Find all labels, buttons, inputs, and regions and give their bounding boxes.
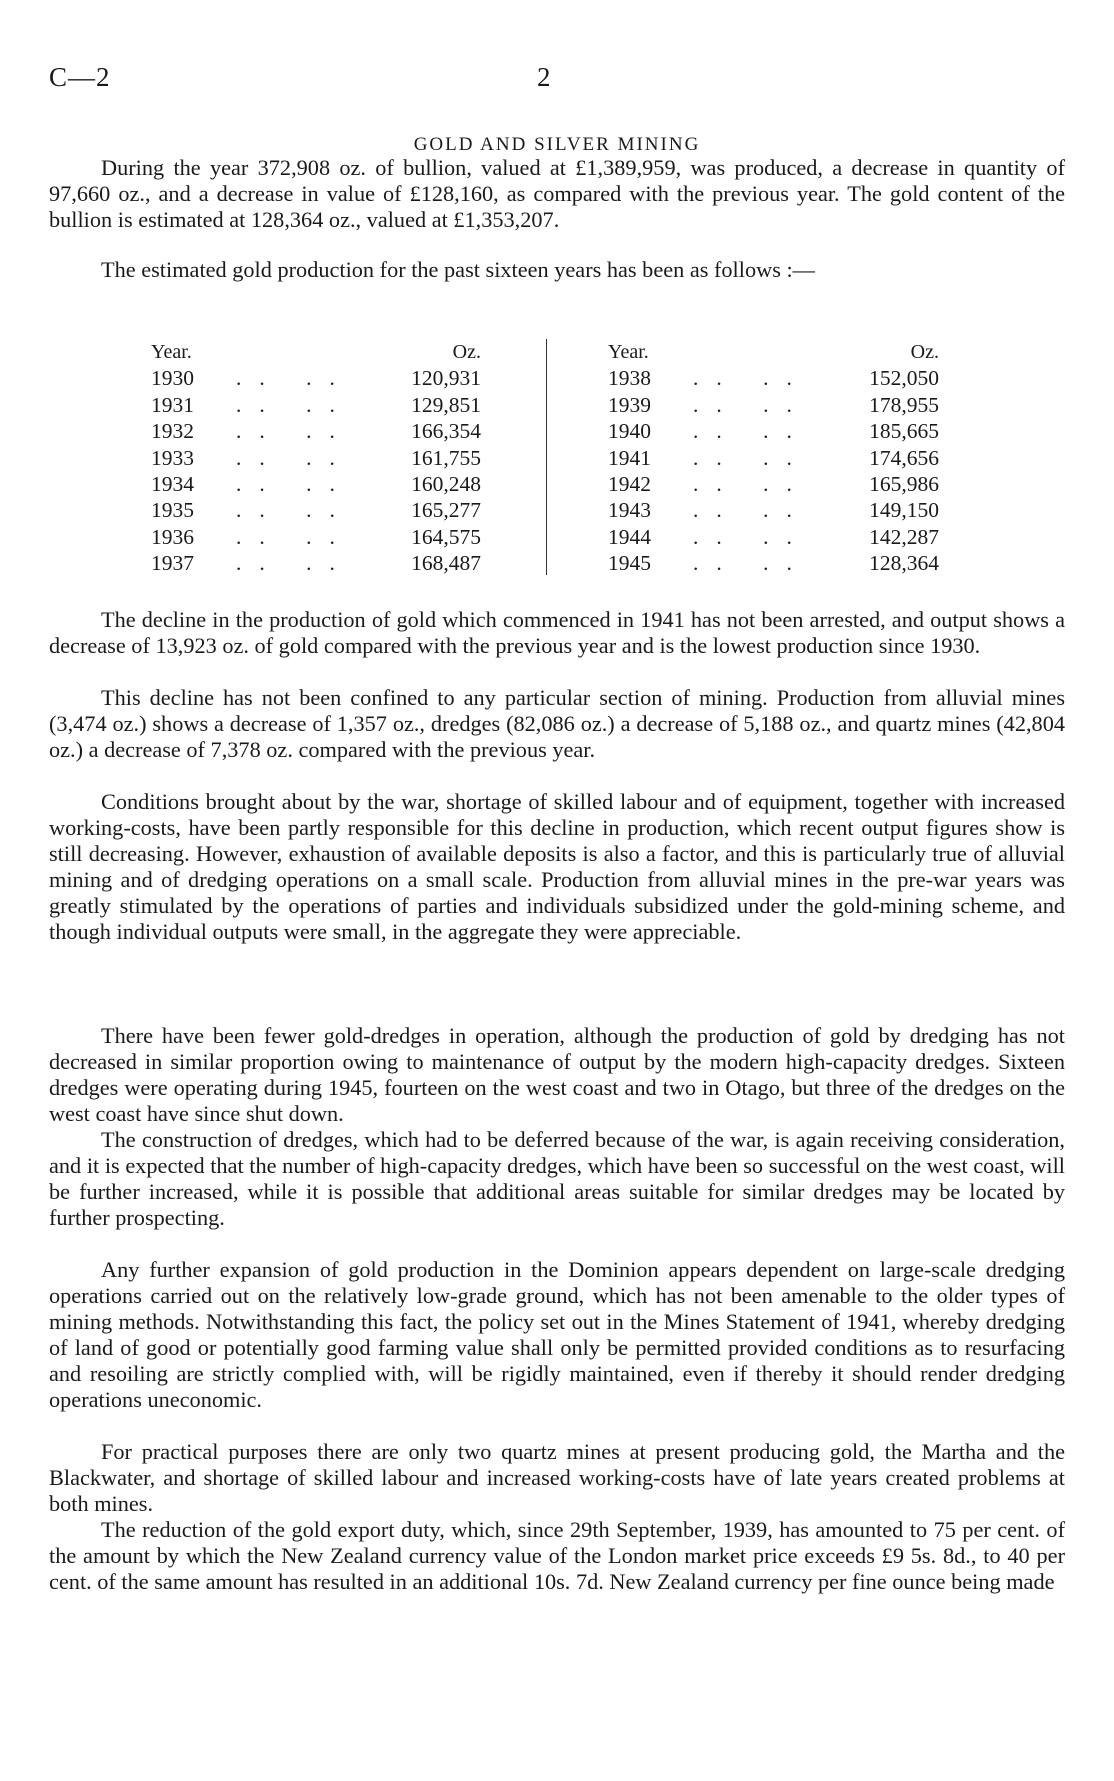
year-cell: 1934	[151, 471, 194, 496]
leader-dots: .. ..	[236, 419, 353, 444]
year-cell: 1936	[151, 524, 194, 549]
body-paragraph: There have been fewer gold-dredges in operation, although the production of gold by dredging has not decreased in similar proportion owing to maintenance of output by the modern high-capacity dredges. Sixteen dredges were operating during 1945, fourteen on the west coast and two in Otago, but three of the dredges on the west coast have since shut down.	[49, 1023, 1065, 1126]
oz-cell: 160,248	[411, 471, 481, 496]
table-row	[608, 418, 939, 444]
year-cell: 1933	[151, 445, 194, 470]
year-column-header: Year.	[151, 341, 192, 363]
oz-cell: 128,364	[869, 551, 939, 576]
leader-dots: .. ..	[236, 392, 353, 417]
table-row	[608, 392, 939, 418]
table-row	[608, 550, 939, 576]
leader-dots: .. ..	[236, 524, 353, 549]
body-paragraph: Conditions brought about by the war, shortage of skilled labour and of equipment, together with increased working-costs, have been partly responsible for this decline in production, which recent output figures show is still decreasing. However, exhaustion of available deposits is also a factor, and this is particularly true of alluvial mining and of dredging operations on a small scale. Production from alluvial mines in the pre-war years was greatly stimulated by the operations of parties and individuals subsidized under the gold-mining scheme, and though individual outputs were small, in the aggregate they were appreciable.	[49, 789, 1065, 944]
year-cell: 1930	[151, 366, 194, 391]
body-paragraph: The decline in the production of gold which commenced in 1941 has not been arrested, and output shows a decrease of 13,923 oz. of gold compared with the previous year and is the lowest production since 1930.	[49, 607, 1065, 658]
leader-dots: .. ..	[693, 524, 810, 549]
oz-cell: 149,150	[869, 498, 939, 523]
leader-dots: .. ..	[693, 366, 810, 391]
section-code: C—2	[49, 62, 111, 92]
leader-dots: .. ..	[693, 445, 810, 470]
table-row	[608, 445, 939, 471]
body-paragraph: Any further expansion of gold production in the Dominion appears dependent on large-scale dredging operations carried out on the relatively low-grade ground, which has not been amenable to the older types of mining methods. Notwithstanding this fact, the policy set out in the Mines Statement of 1941, whereby dredging of land of good or potentially good farming value shall only be permitted provided conditions as to resurfacing and resoiling are strictly complied with, will be rigidly maintained, even if thereby it should render dredging operations uneconomic.	[49, 1257, 1065, 1412]
oz-cell: 161,755	[411, 445, 481, 470]
leader-dots: .. ..	[236, 498, 353, 523]
table-row	[151, 365, 481, 391]
year-cell: 1945	[608, 551, 651, 576]
leader-dots: .. ..	[236, 551, 353, 576]
year-cell: 1941	[608, 445, 651, 470]
leader-dots: .. ..	[693, 551, 810, 576]
oz-cell: 165,277	[411, 498, 481, 523]
year-cell: 1932	[151, 419, 194, 444]
oz-cell: 166,354	[411, 419, 481, 444]
table-row	[608, 524, 939, 550]
year-cell: 1943	[608, 498, 651, 523]
production-table-left	[151, 339, 481, 577]
table-header-row	[151, 339, 481, 365]
leader-dots: .. ..	[236, 445, 353, 470]
year-cell: 1940	[608, 419, 651, 444]
oz-cell: 178,955	[869, 392, 939, 417]
oz-cell: 174,656	[869, 445, 939, 470]
body-paragraph: The construction of dredges, which had to be deferred because of the war, is again receiving consideration, and it is expected that the number of high-capacity dredges, which have been so successful on the west coast, will be further increased, while it is possible that additional areas suitable for similar dredges may be located by further prospecting.	[49, 1127, 1065, 1230]
table-row	[151, 471, 481, 497]
table-row	[151, 550, 481, 576]
oz-cell: 142,287	[869, 524, 939, 549]
oz-cell: 129,851	[411, 392, 481, 417]
oz-cell: 168,487	[411, 551, 481, 576]
year-cell: 1939	[608, 392, 651, 417]
table-row	[151, 445, 481, 471]
body-paragraph: This decline has not been confined to any particular section of mining. Production from alluvial mines (3,474 oz.) shows a decrease of 1,357 oz., dredges (82,086 oz.) a decrease of 5,188 oz., and quartz mines (42,804 oz.) a decrease of 7,378 oz. compared with the previous year.	[49, 685, 1065, 762]
intro-paragraph: During the year 372,908 oz. of bullion, valued at £1,389,959, was produced, a decrease in quantity of 97,660 oz., and a decrease in value of £128,160, as compared with the previous year. The gold content of the bullion is estimated at 128,364 oz., valued at £1,353,207.	[49, 155, 1065, 232]
leader-dots: .. ..	[693, 419, 810, 444]
leader-dots: .. ..	[236, 471, 353, 496]
leader-dots: .. ..	[236, 366, 353, 391]
oz-cell: 152,050	[869, 366, 939, 391]
year-cell: 1935	[151, 498, 194, 523]
year-cell: 1937	[151, 551, 194, 576]
body-paragraph: The reduction of the gold export duty, which, since 29th September, 1939, has amounted to 75 per cent. of the amount by which the New Zealand currency value of the London market price exceeds £9 5s. 8d., to 40 per cent. of the same amount has resulted in an additional 10s. 7d. New Zealand currency per fine ounce being made	[49, 1517, 1065, 1594]
year-cell: 1931	[151, 392, 194, 417]
table-row	[608, 365, 939, 391]
year-cell: 1942	[608, 471, 651, 496]
leader-dots: .. ..	[693, 392, 810, 417]
table-header-row	[608, 339, 939, 365]
body-paragraph: For practical purposes there are only two quartz mines at present producing gold, the Martha and the Blackwater, and shortage of skilled labour and increased working-costs have of late years created problems at both mines.	[49, 1439, 1065, 1516]
table-row	[608, 471, 939, 497]
column-divider	[546, 339, 547, 575]
oz-column-header: Oz.	[452, 341, 481, 363]
oz-cell: 120,931	[411, 366, 481, 391]
page-number: 2	[537, 62, 551, 92]
oz-cell: 165,986	[869, 471, 939, 496]
table-row	[151, 524, 481, 550]
page-title: GOLD AND SILVER MINING	[413, 134, 701, 155]
leader-dots: .. ..	[693, 498, 810, 523]
production-table-right	[608, 339, 939, 577]
oz-column-header: Oz.	[910, 341, 939, 363]
table-intro: The estimated gold production for the past sixteen years has been as follows :—	[101, 257, 815, 282]
year-column-header: Year.	[608, 341, 649, 363]
oz-cell: 164,575	[411, 524, 481, 549]
oz-cell: 185,665	[869, 419, 939, 444]
year-cell: 1938	[608, 366, 651, 391]
table-row	[608, 497, 939, 523]
year-cell: 1944	[608, 524, 651, 549]
table-row	[151, 418, 481, 444]
table-row	[151, 497, 481, 523]
table-row	[151, 392, 481, 418]
leader-dots: .. ..	[693, 471, 810, 496]
